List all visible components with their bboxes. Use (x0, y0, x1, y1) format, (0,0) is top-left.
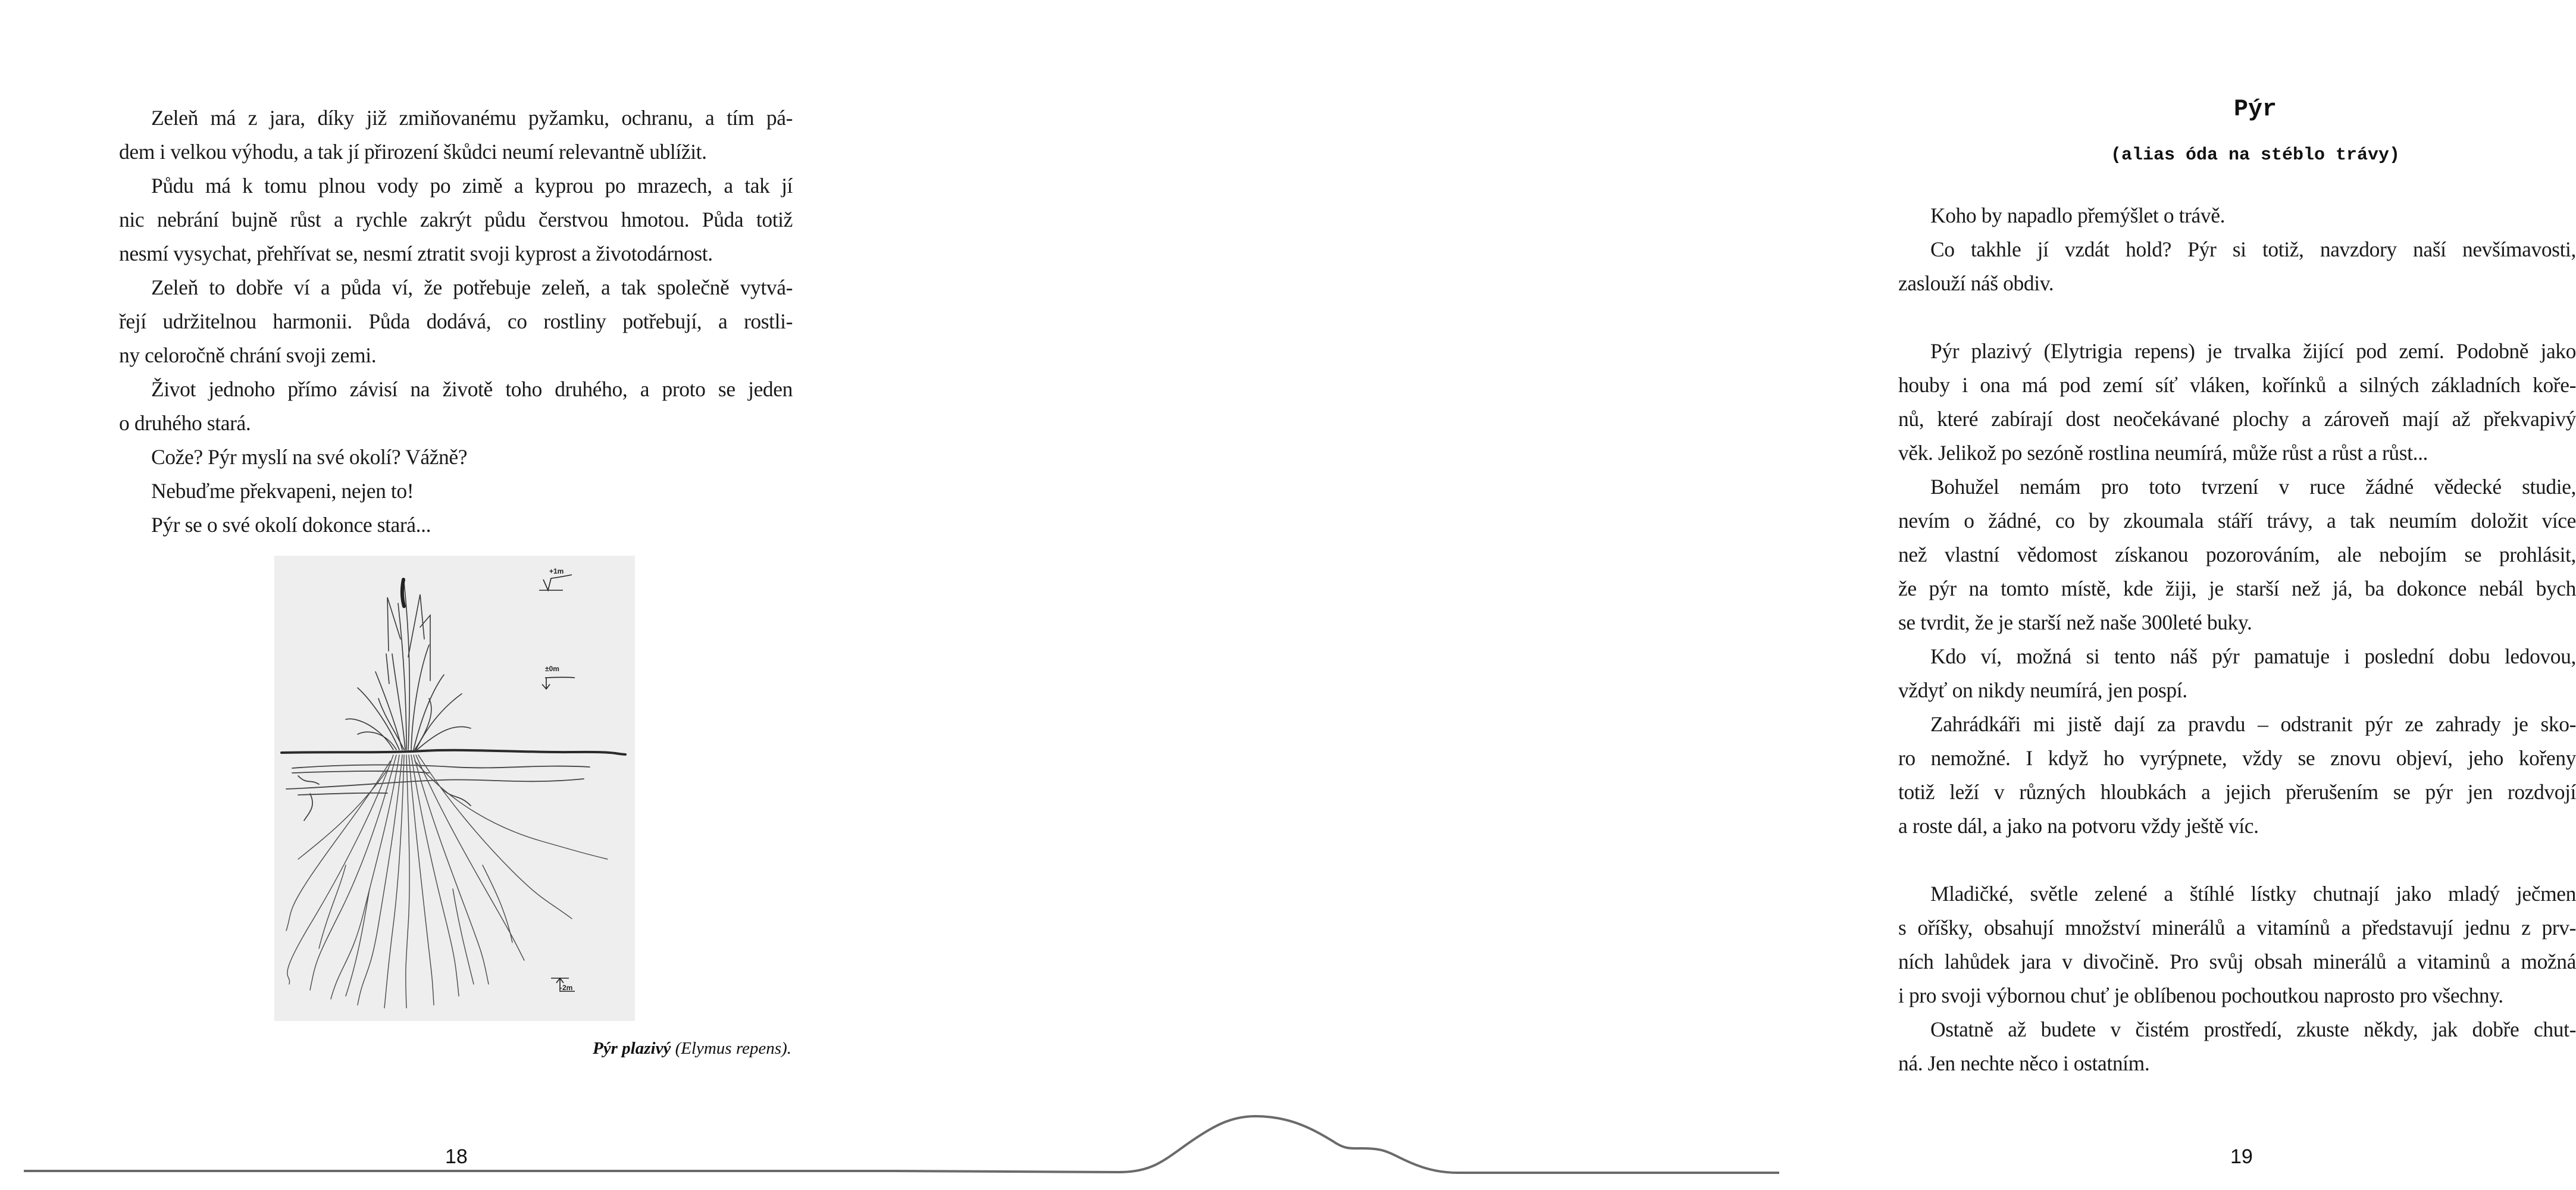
text-line: Mladičké, světle zelené a štíhlé lístky chutnají jako mladý ječmen (1930, 882, 2576, 906)
paragraph (119, 169, 793, 271)
text-line: než vlastní vědomost získanou pozorováním, ale nebojím se prohlásit, (1898, 543, 2576, 566)
text-line: dem i velkou výhodu, a tak jí přirození škůdci neumí relevantně ublížit. (119, 140, 707, 164)
left-page (0, 0, 893, 1190)
text-line: Pýr se o své okolí dokonce stará... (151, 513, 431, 537)
paragraph (119, 508, 793, 542)
paragraph (119, 101, 793, 169)
text-line: řejí udržitelnou harmonii. Půda dodává, co rostliny potřebují, a rostli- (119, 309, 793, 333)
right-page (893, 0, 2576, 1190)
text-line: Pýr plazivý (Elytrigia repens) je trvalka žijící pod zemí. Podobně jako (1930, 339, 2576, 363)
paragraph (1898, 877, 2576, 1013)
text-line: se tvrdit, že je starší než naše 300leté buky. (1898, 610, 2252, 634)
paragraph (119, 440, 793, 474)
footer-hill-line-decoration (0, 1107, 1785, 1190)
text-line: Cože? Pýr myslí na své okolí? Vážně? (151, 445, 468, 469)
text-line: nic nebrání bujně růst a rychle zakrýt půdu čerstvou hmotou. Půda totiž (119, 208, 793, 231)
text-line: Zeleň má z jara, díky již zmiňovanému pyžamku, ochranu, a tím pá- (151, 106, 793, 130)
level-label-top: +1m (549, 567, 564, 575)
text-line: Zahrádkáři mi jistě dají za pravdu – odstranit pýr ze zahrady je sko- (1930, 712, 2576, 736)
paragraph (1898, 199, 2576, 233)
level-label-bottom: -2m (560, 984, 573, 992)
paragraph (1898, 707, 2576, 843)
text-line: vždyť on nikdy neumírá, jen pospí. (1898, 678, 2187, 702)
paragraph (1898, 1013, 2576, 1081)
couch-grass-root-illustration (274, 556, 635, 1021)
text-line: zaslouží náš obdiv. (1898, 271, 2054, 295)
figure-caption (524, 1039, 791, 1059)
text-line: ro nemožné. I když ho vyrýpnete, vždy se znovu objeví, jeho kořeny (1898, 746, 2576, 770)
text-line: Půdu má k tomu plnou vody po zimě a kyprou po mrazech, a tak jí (151, 174, 793, 198)
text-line: nů, které zabírají dost neočekávané plochy a zároveň mají až překvapivý (1898, 407, 2576, 431)
text-line: Koho by napadlo přemýšlet o trávě. (1930, 203, 2226, 227)
text-line: věk. Jelikož po sezóně rostlina neumírá, může růst a růst a růst... (1898, 441, 2428, 465)
text-line: i pro svoji výbornou chuť je oblíbenou pochoutkou naprosto pro všechny. (1898, 984, 2503, 1007)
text-line: houby i ona má pod zemí síť vláken, kořínků a silných základních koře- (1898, 373, 2576, 397)
text-line: ních lahůdek jara v divočině. Pro svůj obsah minerálů a vitaminů a možná (1898, 950, 2576, 973)
text-line: nevím o žádné, co by zkoumala stáří trávy, a tak neumím doložit více (1898, 509, 2576, 533)
page-number-right: 19 (2230, 1145, 2253, 1168)
text-line: totiž leží v různých hloubkách a jejich přerušením se pýr jen rozdvojí (1898, 780, 2576, 804)
text-line: ná. Jen nechte něco i ostatním. (1898, 1051, 2150, 1075)
paragraph (1898, 640, 2576, 707)
chapter-subtitle: (alias óda na stéblo trávy) (2110, 145, 2400, 165)
left-page-body (119, 101, 793, 542)
text-line: nesmí vysychat, přehřívat se, nesmí ztratit svoji kyprost a životodárnost. (119, 242, 713, 265)
text-line: Co takhle jí vzdát hold? Pýr si totiž, navzdory naší nevšímavosti, (1930, 237, 2576, 261)
caption-common-name: Pýr plazivý (593, 1039, 671, 1058)
level-label-ground: ±0m (545, 665, 559, 673)
paragraph (119, 372, 793, 440)
paragraph (1898, 334, 2576, 470)
right-page-body (1898, 199, 2576, 1081)
text-line: ny celoročně chrání svoji zemi. (119, 343, 377, 367)
text-line: Ostatně až budete v čistém prostředí, zkuste někdy, jak dobře chut- (1930, 1017, 2576, 1041)
chapter-title: Pýr (2233, 96, 2277, 123)
plant-drawing-icon (274, 556, 635, 1021)
text-line: o druhého stará. (119, 411, 251, 435)
text-line: a roste dál, a jako na potvoru vždy ještě víc. (1898, 814, 2259, 838)
text-line: že pýr na tomto místě, kde žiji, je starší než já, ba dokonce nebál bych (1898, 577, 2576, 600)
text-line: Kdo ví, možná si tento náš pýr pamatuje i poslední dobu ledovou, (1930, 644, 2576, 668)
text-line: Bohužel nemám pro toto tvrzení v ruce žádné vědecké studie, (1930, 475, 2576, 499)
text-line: Nebuďme překvapeni, nejen to! (151, 479, 414, 503)
text-line: Život jednoho přímo závisí na životě toho druhého, a proto se jeden (151, 377, 793, 401)
paragraph (119, 474, 793, 508)
text-line: Zeleň to dobře ví a půda ví, že potřebuje zeleň, a tak společně vytvá- (151, 275, 793, 299)
text-line: s oříšky, obsahují množství minerálů a vitamínů a představují jednu z prv- (1898, 916, 2576, 940)
page-number-left: 18 (445, 1145, 468, 1168)
paragraph (1898, 470, 2576, 640)
paragraph (1898, 233, 2576, 300)
paragraph (119, 271, 793, 372)
caption-latin-name: (Elymus repens). (671, 1039, 791, 1058)
